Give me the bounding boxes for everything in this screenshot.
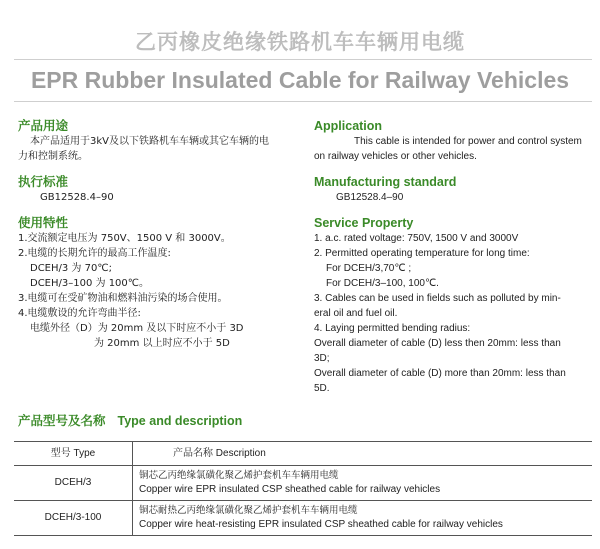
service-line-en: Overall diameter of cable (D) less then 20mm: less than [314, 338, 561, 349]
type-table [14, 441, 592, 536]
service-heading-cn: 使用特性 [18, 215, 69, 230]
service-line-cn: 2.电缆的长期允许的最高工作温度: [18, 248, 171, 259]
service-line-cn: 为 20mm 以上时应不小于 5D [94, 338, 230, 349]
type-column-header-en: Type [73, 447, 96, 459]
description-cell [133, 501, 593, 536]
service-line-cn: DCEH/3–100 为 100℃。 [30, 278, 150, 289]
description-en: Copper wire EPR insulated CSP sheathed cable for railway vehicles [139, 484, 441, 495]
application-text-en: on railway vehicles or other vehicles. [314, 151, 477, 162]
chinese-column [18, 118, 298, 351]
service-line-cn: 1.交流额定电压为 750V、1500 V 和 3000V。 [18, 233, 231, 244]
title-divider [14, 59, 592, 60]
standard-text-en: GB12528.4–90 [336, 192, 404, 203]
service-line-en: 1. a.c. rated voltage: 750V, 1500 V and 3000V [314, 233, 519, 244]
service-line-en: 2. Permitted operating temperature for long time: [314, 248, 530, 259]
description-column-header [133, 442, 593, 466]
type-cell: DCEH/3-100 [14, 501, 133, 536]
service-line-cn: 4.电缆敷设的允许弯曲半径: [18, 308, 141, 319]
service-line-en: eral oil and fuel oil. [314, 308, 398, 319]
description-en: Copper wire heat-resisting EPR insulated CSP sheathed cable for railway vehicles [139, 519, 503, 530]
service-line-cn: 电缆外径（D）为 20mm 及以下时应不小于 3D [30, 323, 244, 334]
type-heading-en: Type and description [117, 414, 243, 428]
application-heading-en: Application [314, 119, 383, 133]
type-column-header-cn: 型号 [50, 447, 71, 459]
service-heading-en: Service Property [314, 216, 414, 230]
page-title-english: EPR Rubber Insulated Cable for Railway Vehicles [30, 67, 570, 93]
page-title-chinese: 乙丙橡皮绝缘铁路机车车辆用电缆 [135, 30, 465, 54]
standard-heading-cn: 执行标准 [18, 174, 69, 189]
type-column-header [14, 442, 133, 466]
service-line-cn: DCEH/3 为 70℃; [30, 263, 112, 274]
description-column-header-cn: 产品名称 [173, 447, 213, 459]
table-header-row [14, 442, 592, 466]
application-heading-cn: 产品用途 [18, 118, 69, 133]
standard-heading-en: Manufacturing standard [314, 175, 457, 189]
description-cell [133, 466, 593, 501]
english-column [314, 118, 594, 396]
service-line-cn: 3.电缆可在受矿物油和燃料油污染的场合使用。 [18, 293, 228, 304]
title-divider-bottom [14, 101, 592, 102]
description-column-header-en: Description [215, 447, 266, 459]
type-heading-cn: 产品型号及名称 [18, 413, 106, 428]
table-row [14, 501, 592, 536]
standard-text-cn: GB12528.4–90 [40, 192, 114, 203]
type-section-heading [18, 411, 242, 429]
application-text-en: This cable is intended for power and control system [354, 136, 582, 147]
table-row [14, 466, 592, 501]
service-line-en: For DCEH/3–100, 100℃. [326, 278, 439, 289]
description-cn: 铜芯乙丙绝缘氯磺化聚乙烯护套机车车辆用电缆 [139, 470, 339, 481]
application-text-cn: 本产品适用于3kV及以下铁路机车车辆或其它车辆的电 [30, 136, 269, 147]
service-line-en: 3. Cables can be used in fields such as polluted by min- [314, 293, 561, 304]
service-line-en: Overall diameter of cable (D) more than 20mm: less than [314, 368, 566, 379]
type-cell: DCEH/3 [14, 466, 133, 501]
service-line-en: 4. Laying permitted bending radius: [314, 323, 471, 334]
application-text-cn: 力和控制系统。 [18, 151, 88, 162]
service-line-en: 3D; [314, 353, 330, 364]
service-line-en: 5D. [314, 383, 330, 394]
service-line-en: For DCEH/3,70℃ ; [326, 263, 412, 274]
description-cn: 铜芯耐热乙丙绝缘氯磺化聚乙烯护套机车车辆用电缆 [139, 505, 358, 516]
